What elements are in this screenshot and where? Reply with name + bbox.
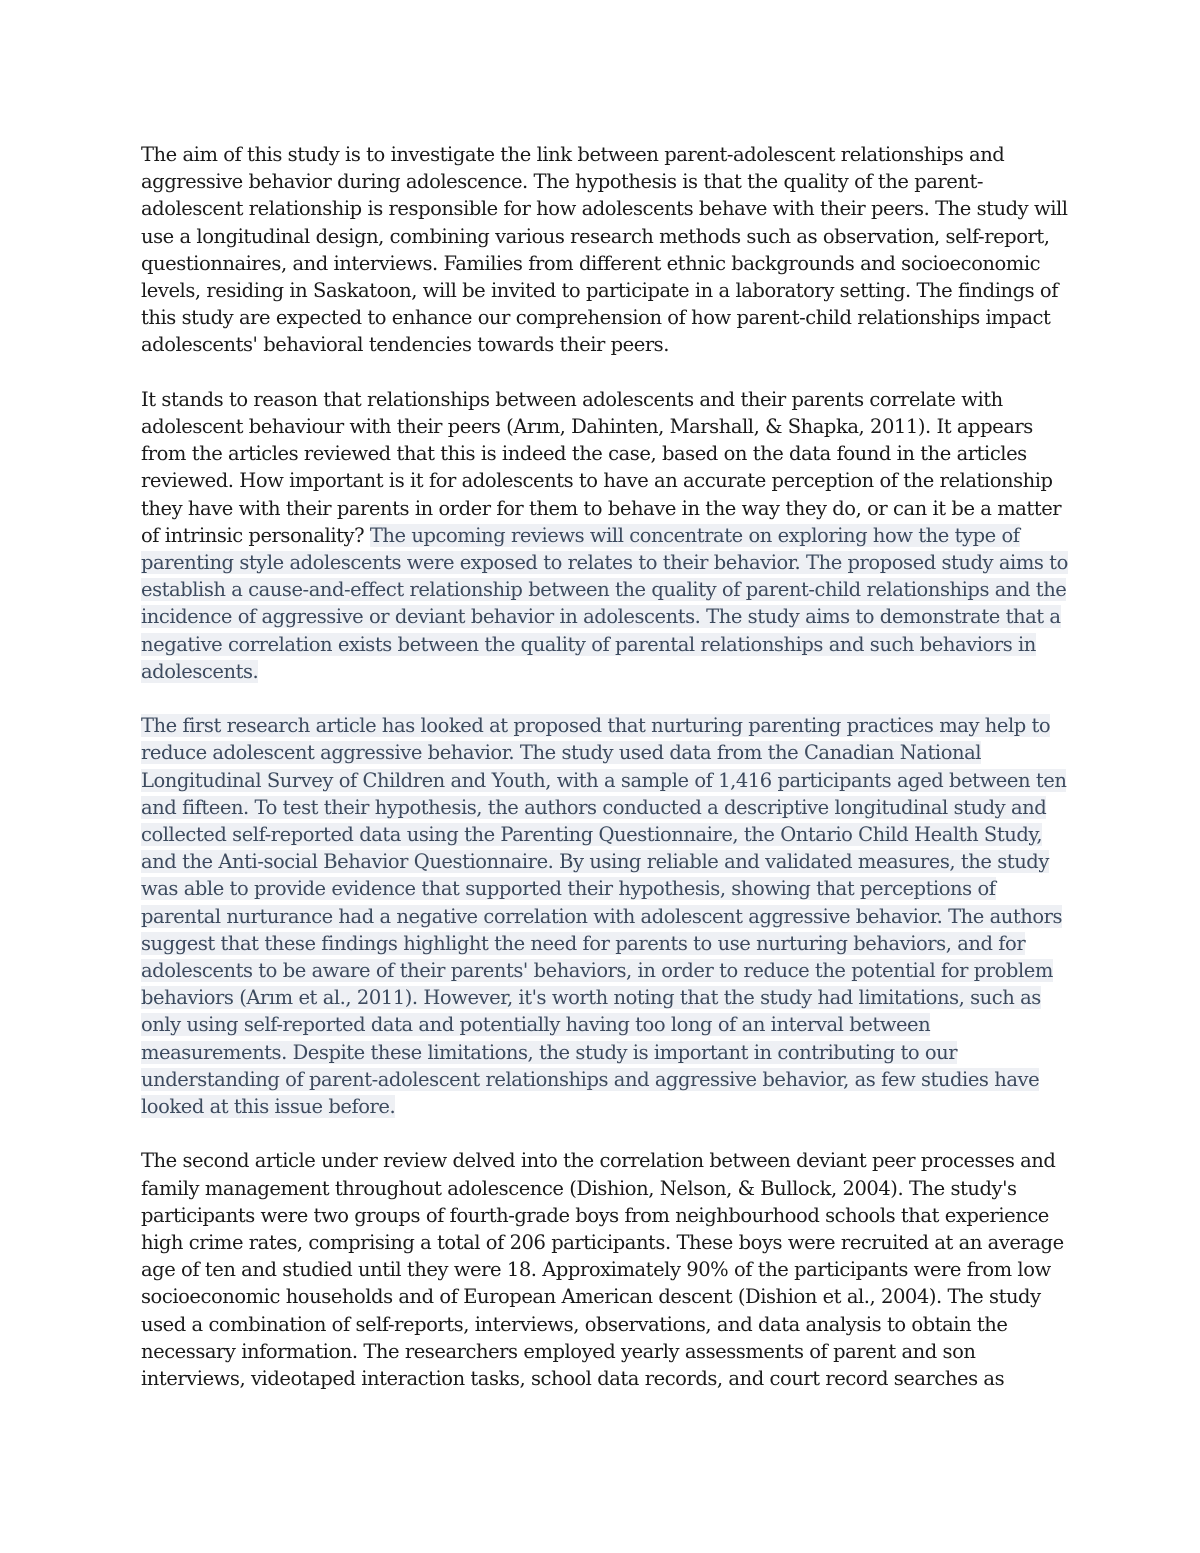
document-body [141, 141, 1071, 1419]
paragraph-relationships [141, 386, 1071, 685]
paragraph-first-article [141, 712, 1071, 1120]
paragraph-second-article [141, 1147, 1071, 1392]
paragraph-study-aim [141, 141, 1071, 359]
paragraph-text: The second article under review delved into the correlation between deviant peer processes and family management throughout adolescence (Dishion, Nelson, & Bullock, 2004). The study's participants were two groups of fourth-grade boys from neighbourhood schools that experience high crime rates, comprising a total of 206 participants. These boys were recruited at an average age of ten and studied until they were 18. Approximately 90% of the participants were from low socioeconomic households and of European American descent (Dishion et al., 2004). The study used a combination of self-reports, interviews, observations, and data analysis to obtain the necessary information. The researchers employed yearly assessments of parent and son interviews, videotaped interaction tasks, school data records, and court record searches as [141, 1149, 1064, 1391]
paragraph-text: The aim of this study is to investigate the link between parent-adolescent relationships and aggressive behavior during adolescence. The hypothesis is that the quality of the parent-adolescent relationship is responsible for how adolescents behave with their peers. The study will use a longitudinal design, combining various research methods such as observation, self-report, questionnaires, and interviews. Families from different ethnic backgrounds and socioeconomic levels, residing in Saskatoon, will be invited to participate in a laboratory setting. The findings of this study are expected to enhance our comprehension of how parent-child relationships impact adolescents' behavioral tendencies towards their peers. [141, 143, 1068, 357]
paragraph-text: It stands to reason that relationships between adolescents and their parents correlate with adolescent behaviour with their peers (Arım, Dahinten, Marshall, & Shapka, 2011). It appears from the articles reviewed that this is indeed the case, based on the data found in the articles reviewed. How important is it for adolescents to have an accurate perception of the relationship they have with their parents in order for them to behave in the way they do, or can it be a matter of intrinsic personality? [141, 387, 1062, 547]
highlighted-text: The upcoming reviews will concentrate on exploring how the type of parenting style adolescents were exposed to relates to their behavior. The proposed study aims to establish a cause-and-effect relationship between the quality of parent-child relationships and the incidence of aggressive or deviant behavior in adolescents. The study aims to demonstrate that a negative correlation exists between the quality of parental relationships and such behaviors in adolescents. [141, 523, 1068, 683]
highlighted-text: The first research article has looked at proposed that nurturing parenting practices may help to reduce adolescent aggressive behavior. The study used data from the Canadian National Longitudinal Survey of Children and Youth, with a sample of 1,416 participants aged between ten and fifteen. To test their hypothesis, the authors conducted a descriptive longitudinal study and collected self-reported data using the Parenting Questionnaire, the Ontario Child Health Study, and the Anti-social Behavior Questionnaire. By using reliable and validated measures, the study was able to provide evidence that supported their hypothesis, showing that perceptions of parental nurturance had a negative correlation with adolescent aggressive behavior. The authors suggest that these findings highlight the need for parents to use nurturing behaviors, and for adolescents to be aware of their parents' behaviors, in order to reduce the potential for problem behaviors (Arım et al., 2011). However, it's worth noting that the study had limitations, such as only using self-reported data and potentially having too long of an interval between measurements. Despite these limitations, the study is important in contributing to our understanding of parent-adolescent relationships and aggressive behavior, as few studies have looked at this issue before. [141, 714, 1067, 1119]
